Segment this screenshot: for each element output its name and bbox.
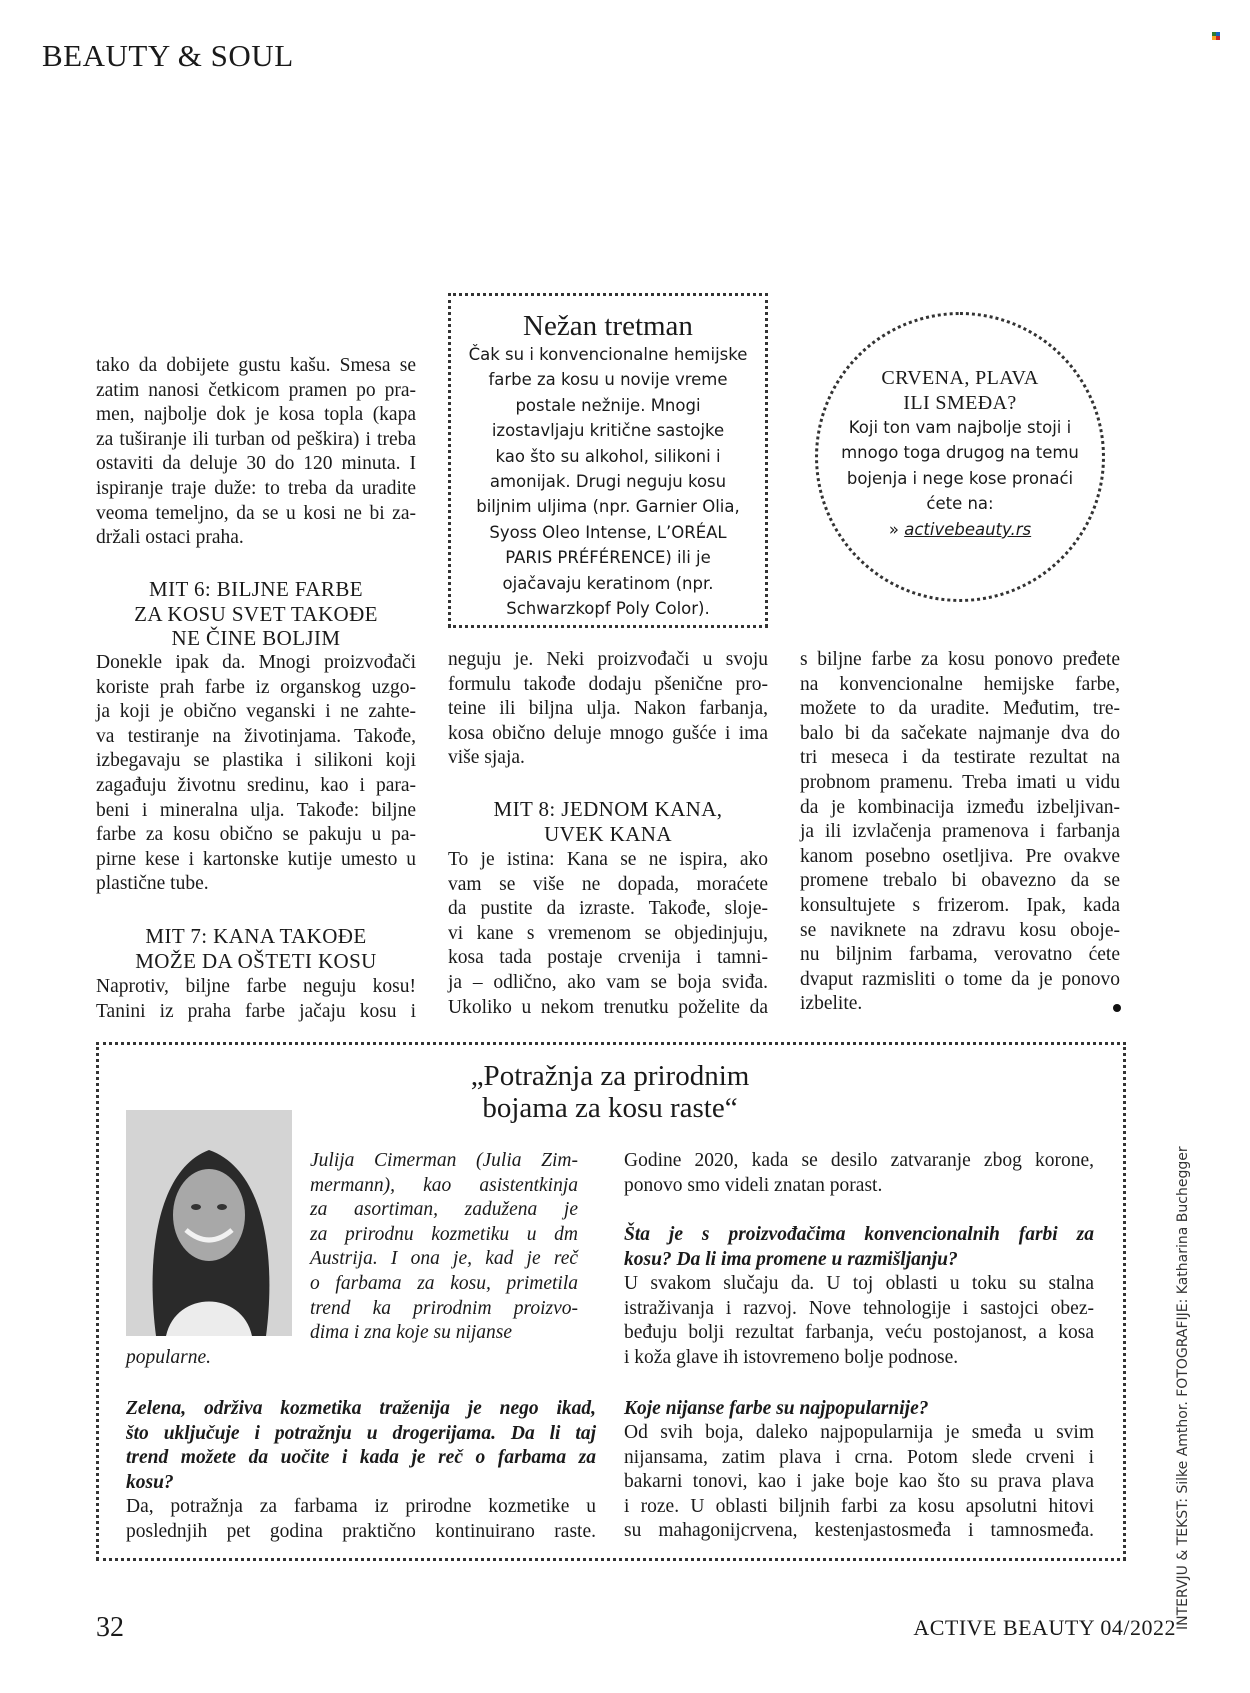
- text-line: dima i zna koje su nijanse: [310, 1322, 513, 1344]
- text-line: Šta je s proizvođačima konvencionalnih farbi za: [624, 1224, 1094, 1245]
- text-line: što uključuje i potražnju u drogerijama. Da li taj: [126, 1422, 596, 1444]
- text-line: beni i mineralna ulja. Takođe: biljne: [96, 799, 416, 821]
- text-line: balo bi da sačekate najmanje dva do: [800, 722, 1120, 744]
- text-line: probnom pramenu. Treba imati u vidu: [800, 771, 1120, 793]
- circle-link[interactable]: activebeauty.rs: [904, 520, 1032, 539]
- text-line: konsultujete s frizerom. Ipak, kada: [800, 894, 1120, 916]
- text-line: tri meseca i da testirate rezultat na: [800, 747, 1120, 769]
- text-line: Od svih boja, daleko najpopularnija je smeđa u svim: [624, 1422, 1094, 1443]
- text-line: ja – odlično, ako vam se boja sviđa.: [448, 971, 768, 993]
- question-2: [624, 1223, 1094, 1272]
- text-line: ojačavaju keratinom (npr.: [502, 573, 714, 593]
- text-line: kanom posebno osetljiva. Pre ovakve: [800, 845, 1120, 867]
- col2-text: [448, 648, 768, 771]
- interview-border-left: [96, 1042, 99, 1560]
- text-line: Syoss Oleo Intense, L’ORÉAL: [489, 522, 727, 542]
- text-line: s biljne farbe za kosu ponovo pređete: [800, 649, 1120, 670]
- text-line: promene trebalo bi obavezno da se: [800, 870, 1120, 892]
- text-line: držali ostaci praha.: [96, 527, 244, 549]
- text-line: da je kombinacija između izbeljivan-: [800, 796, 1120, 818]
- col3-text: [800, 648, 1120, 1017]
- text-line: MIT 7: KANA TAKOĐE: [145, 924, 367, 948]
- text-line: ja ili izvlačenja pramenova i farbanja: [800, 821, 1120, 843]
- text-line: Donekle ipak da. Mnogi proizvođači: [96, 652, 416, 673]
- text-line: zatim nanosi četkicom pramen po pra-: [96, 379, 416, 401]
- text-line: zagađuju životnu sredinu, kao i para-: [96, 774, 416, 796]
- text-line: Koji ton vam najbolje stoji i: [848, 418, 1072, 437]
- text-line: Čak su i konvencionalne hemijske: [468, 345, 748, 364]
- text-line: ponovo smo videli znatan porast.: [624, 1174, 883, 1196]
- text-line: koriste prah farbe iz organskog uzgo-: [96, 676, 416, 698]
- text-line: izostavljaju kritične sastojke: [491, 421, 725, 441]
- text-line: ja koji je obično veganski i ne zahte-: [96, 701, 416, 723]
- text-line: kao što su alkohol, silikoni i: [495, 446, 721, 466]
- text-line: MIT 6: BILJNE FARBE: [149, 577, 363, 601]
- text-line: izbelite.: [800, 993, 863, 1015]
- circle-heading: [830, 366, 1090, 415]
- text-line: vam se više ne dopada, moraćete: [448, 873, 768, 895]
- col1-intro: [96, 354, 416, 551]
- text-line: ispiranje traje duže: to treba da uradite: [96, 477, 416, 499]
- myth7-heading: [96, 924, 416, 973]
- text-line: bojenja i nege kose pronaći: [846, 468, 1074, 488]
- portrait-photo: [126, 1110, 292, 1336]
- text-line: nijansama, zatim plava i crna. Potom slede crveni i: [624, 1446, 1094, 1468]
- question-1: [126, 1397, 596, 1495]
- section-title: BEAUTY & SOUL: [42, 38, 294, 73]
- text-line: neguju je. Neki proizvođači u svoju: [448, 649, 768, 670]
- box-border-left: [448, 293, 451, 627]
- circle-link-line: [830, 517, 1090, 542]
- text-line: men, najbolje dok je kosa topla (kapa: [96, 404, 416, 426]
- text-line: Schwarzkopf Poly Color).: [506, 599, 710, 619]
- text-line: Tanini iz praha farbe jačaju kosu i: [96, 1000, 416, 1022]
- text-line: na konvencionalne hemijske farbe,: [800, 673, 1120, 695]
- myth8-text: [448, 848, 768, 1020]
- box-border-right: [765, 293, 768, 627]
- text-line: Julija Cimerman (Julia Zim-: [310, 1150, 578, 1171]
- answer-3: [624, 1421, 1094, 1544]
- text-line: PARIS PRÉFÉRENCE) ili je: [505, 548, 711, 568]
- text-line: za prirodnu kozmetiku u dm: [310, 1223, 578, 1245]
- text-line: izbegavaju se plastika i silikoni koji: [96, 750, 416, 772]
- text-line: plastične tube.: [96, 873, 209, 895]
- text-line: se naviknete na zdravu kosu oboje-: [800, 919, 1120, 941]
- text-line: biljnim uljima (npr. Garnier Olia,: [476, 497, 740, 517]
- text-line: vi kane s vremenom se objedinjuju,: [448, 922, 768, 944]
- box-border-bottom: [448, 625, 768, 628]
- page-number: 32: [96, 1612, 124, 1643]
- text-line: da pustite da izraste. Takođe, sloje-: [448, 898, 768, 920]
- text-line: pirne kese i kartonske kutije umesto u: [96, 848, 416, 870]
- myth6-text: [96, 651, 416, 897]
- text-line: su mahagonijcrvena, kestenjastosmeđa i tamnosmeđa.: [624, 1520, 1094, 1542]
- text-line: CRVENA, PLAVA: [881, 367, 1039, 389]
- text-line: mnogo toga drugog na temu: [841, 443, 1079, 463]
- text-line: va testiranje na životinjama. Takođe,: [96, 725, 416, 747]
- text-line: dvaput razmisliti o tome da je ponovo: [800, 968, 1120, 990]
- text-line: NE ČINE BOLJIM: [171, 626, 341, 650]
- text-line: kosa tada postaje crvenija i tamni-: [448, 947, 768, 969]
- interview-intro: [310, 1149, 578, 1346]
- text-line: za tuširanje ili turban od peškira) i treba: [96, 428, 416, 450]
- text-line: UVEK KANA: [544, 821, 672, 846]
- text-line: kosu?: [126, 1471, 174, 1493]
- text-line: farbe za kosu u novije vreme: [488, 370, 728, 390]
- box-title: Nežan tretman: [523, 310, 693, 342]
- box-text: [452, 342, 764, 621]
- text-line: amonijak. Drugi neguju kosu: [489, 472, 727, 492]
- text-line: kosa obično deluje mnogo gušće i ima: [448, 722, 768, 744]
- text-line: ZA KOSU SVET TAKOĐE: [134, 601, 378, 626]
- text-line: više sjaja.: [448, 747, 525, 769]
- answer-1: [126, 1495, 596, 1544]
- text-line: i koža glave ih istovremeno bolje podnose.: [624, 1346, 959, 1368]
- color-marker-icon: [1212, 32, 1220, 40]
- text-line: formulu takođe dodaju pšenične pro-: [448, 673, 768, 695]
- text-line: možete to da uradite. Međutim, tre-: [800, 698, 1120, 720]
- myth8-heading: [448, 797, 768, 846]
- text-line: bojama za kosu raste“: [482, 1092, 738, 1124]
- answer-2: [624, 1272, 1094, 1370]
- text-line: trend ka prirodnim proizvo-: [310, 1297, 578, 1319]
- text-line: nu biljnim farbama, verovatno ćete: [800, 944, 1120, 966]
- interview-intro-last: popularne.: [126, 1347, 212, 1368]
- text-line: To je istina: Kana se ne ispira, ako: [448, 849, 768, 870]
- text-line: bakarni tonovi, kao i jake boje kao što su prava plava: [624, 1471, 1094, 1493]
- text-line: ćete na:: [926, 494, 994, 514]
- text-line: Austrija. I ona je, kad je reč: [310, 1248, 578, 1270]
- text-line: Godine 2020, kada se desilo zatvaranje zbog korone,: [624, 1150, 1094, 1171]
- text-line: trend možete da uočite i kada je reč o farbama za: [126, 1447, 596, 1469]
- text-line: beđuju bolji rezultat farbanja, veću postojanost, a kosa: [624, 1322, 1094, 1344]
- text-line: U svakom slučaju da. U toj oblasti u toku su stalna: [624, 1273, 1094, 1294]
- question-3: Koje nijanse farbe su najpopularnije?: [624, 1398, 929, 1419]
- interview-title: [380, 1060, 840, 1124]
- text-line: kosu? Da li ima promene u razmišljanju?: [624, 1248, 958, 1270]
- text-line: ostaviti da deluje 30 do 120 minuta. I: [96, 453, 416, 475]
- text-line: Zelena, održiva kozmetika traženija je nego ikad,: [126, 1398, 596, 1419]
- text-line: Da, potražnja za farbama iz prirodne kozmetike u: [126, 1496, 596, 1517]
- text-line: teine ili biljna ulja. Nakon farbanja,: [448, 698, 768, 720]
- text-line: tako da dobijete gustu kašu. Smesa se: [96, 355, 416, 376]
- circle-link-prefix: »: [888, 520, 905, 539]
- answer-1-continued: [624, 1149, 1094, 1198]
- text-line: o farbama za kosu, primetila: [310, 1272, 578, 1294]
- myth6-heading: [96, 577, 416, 651]
- magazine-issue: ACTIVE BEAUTY 04/2022: [913, 1615, 1176, 1640]
- text-line: veoma temeljno, da se u kosi ne bi za-: [96, 502, 416, 524]
- text-line: za asortiman, zadužena je: [310, 1199, 578, 1221]
- text-line: postale nežnije. Mnogi: [515, 395, 701, 415]
- myth7-text: [96, 975, 416, 1024]
- photo-credit: INTERVJU & TEKST: Silke Amthor. FOTOGRAFIJE: Katharina Buchegger: [1175, 1146, 1191, 1630]
- text-line: istraživanja i razvoj. Nove tehnologije i sastojci obez-: [624, 1297, 1094, 1319]
- end-bullet: [1113, 1004, 1121, 1012]
- interview-border-top: [96, 1042, 1126, 1045]
- text-line: MIT 8: JEDNOM KANA,: [493, 797, 723, 821]
- text-line: i roze. U oblasti biljnih farbi za kosu apsolutni hitovi: [624, 1495, 1094, 1517]
- text-line: Naprotiv, biljne farbe neguju kosu!: [96, 976, 416, 997]
- text-line: poslednjih pet godina praktično kontinuirano raste.: [126, 1520, 596, 1542]
- circle-text: [830, 415, 1090, 517]
- text-line: „Potražnja za prirodnim: [470, 1060, 750, 1092]
- interview-border-right: [1123, 1042, 1126, 1560]
- text-line: mermann), kao asistentkinja: [310, 1174, 578, 1196]
- text-line: MOŽE DA OŠTETI KOSU: [135, 948, 377, 973]
- text-line: Ukoliko u nekom trenutku poželite da: [448, 996, 768, 1018]
- box-border-top: [448, 293, 768, 296]
- text-line: farbe za kosu obično se pakuju u pa-: [96, 824, 416, 846]
- text-line: ILI SMEĐA?: [903, 391, 1017, 414]
- interview-border-bottom: [96, 1558, 1126, 1561]
